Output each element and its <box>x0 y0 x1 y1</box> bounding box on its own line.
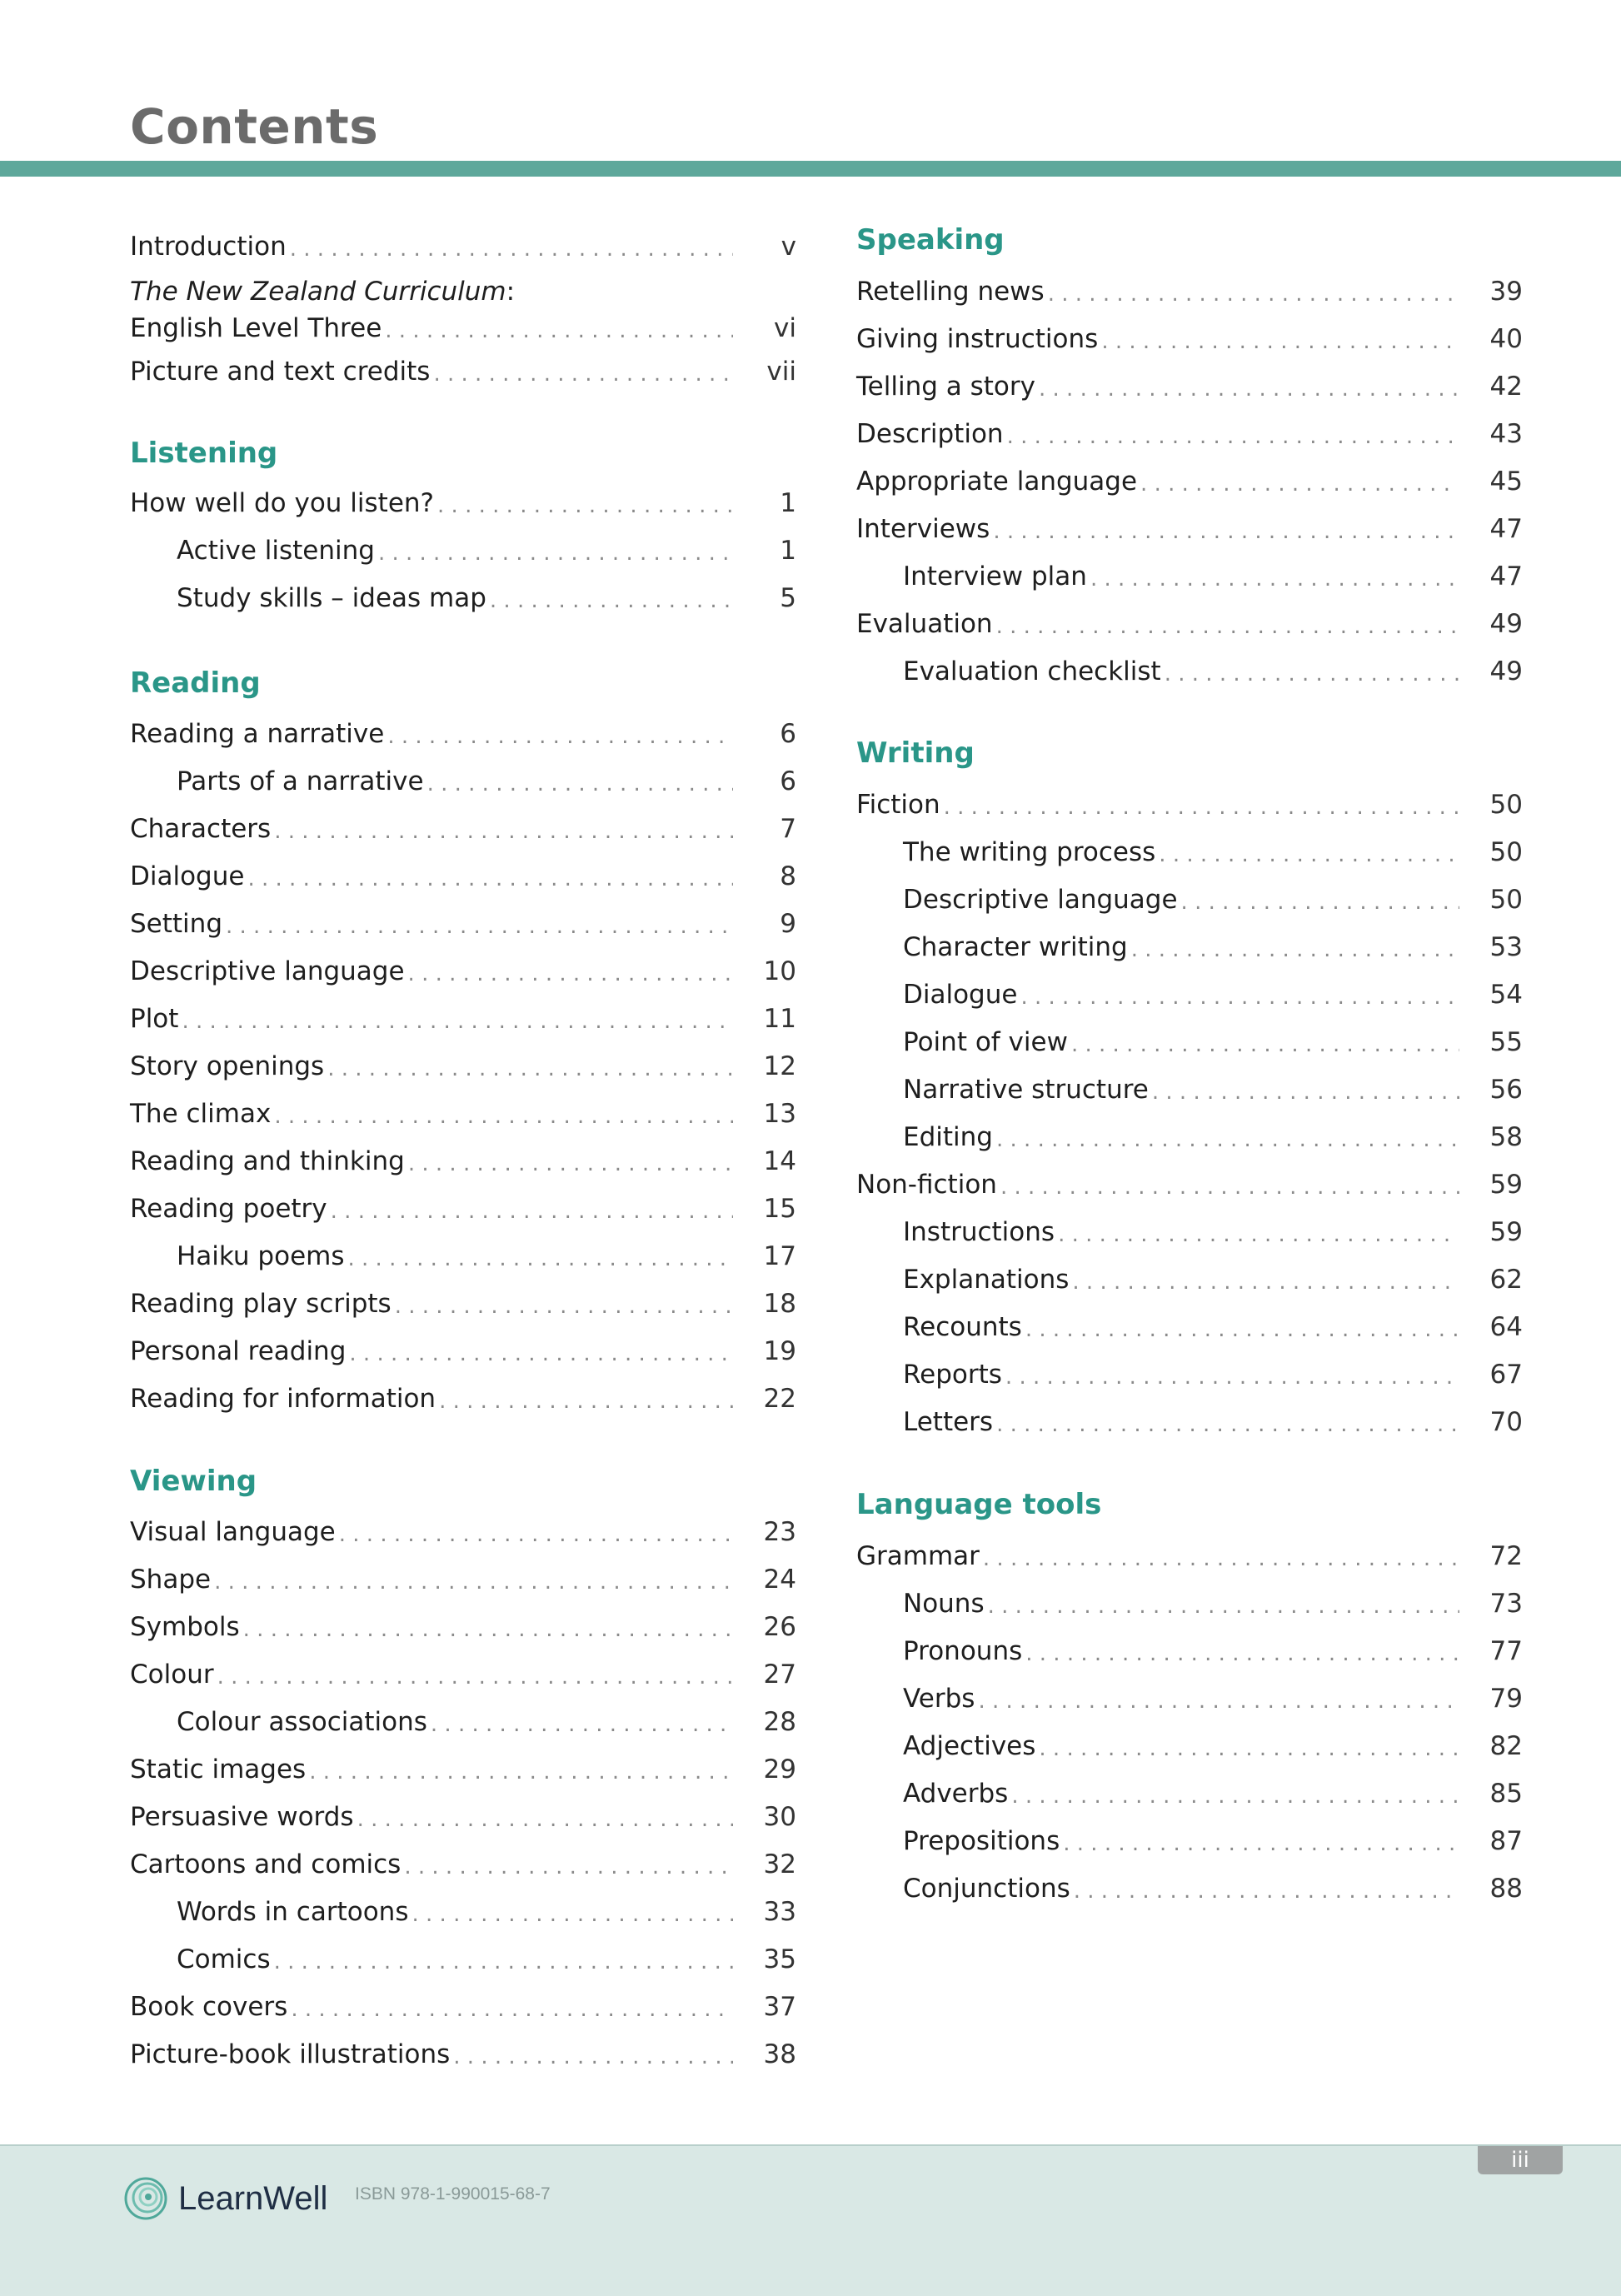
toc-entry-page: 8 <box>780 861 796 891</box>
toc-entry[interactable] <box>856 365 1523 402</box>
toc-entry-page: 10 <box>763 956 796 986</box>
toc-entry-label: Book covers <box>130 1992 288 2022</box>
dot-leader <box>1101 329 1459 354</box>
toc-entry[interactable] <box>903 1400 1523 1437</box>
dot-leader <box>339 1522 733 1547</box>
title-divider-bar <box>0 161 1621 177</box>
toc-entry-page: 18 <box>763 1289 796 1319</box>
toc-entry-label: Reading a narrative <box>130 719 385 749</box>
toc-entry[interactable] <box>130 1748 796 1784</box>
toc-entry-page: 27 <box>763 1660 796 1690</box>
toc-entry[interactable] <box>856 1535 1523 1571</box>
dot-leader <box>395 1294 733 1319</box>
toc-entry-label: Instructions <box>903 1217 1055 1247</box>
dot-leader <box>1159 842 1459 867</box>
page-title: Contents <box>130 98 379 155</box>
page-number-badge: iii <box>1478 2146 1563 2174</box>
toc-entry-label: Haiku poems <box>177 1241 345 1271</box>
toc-entry[interactable] <box>130 1605 796 1642</box>
dot-leader <box>291 1997 733 2022</box>
toc-entry-label: Conjunctions <box>903 1874 1070 1904</box>
dot-leader <box>357 1807 733 1832</box>
toc-entry-page: 53 <box>1489 932 1523 962</box>
toc-entry-label: Descriptive language <box>903 885 1178 915</box>
toc-entry-label: Recounts <box>903 1312 1022 1342</box>
toc-entry-page: 79 <box>1489 1684 1523 1714</box>
toc-entry-page: 85 <box>1489 1779 1523 1809</box>
toc-entry[interactable] <box>903 1021 1523 1057</box>
toc-entry[interactable] <box>177 760 796 796</box>
toc-entry[interactable] <box>903 1258 1523 1295</box>
toc-entry-label: Dialogue <box>903 980 1018 1010</box>
toc-entry-page: 43 <box>1489 419 1523 449</box>
toc-entry-label: Personal reading <box>130 1336 347 1366</box>
dot-leader <box>1063 1831 1459 1856</box>
toc-entry[interactable] <box>856 783 1523 820</box>
dot-leader <box>983 1546 1459 1571</box>
toc-entry[interactable] <box>903 1819 1523 1856</box>
toc-entry-page: 5 <box>780 583 796 613</box>
toc-entry-label: Dialogue <box>130 861 245 891</box>
dot-leader <box>331 1199 733 1224</box>
dot-leader <box>349 1341 733 1366</box>
toc-entry[interactable] <box>903 878 1523 915</box>
toc-entry[interactable] <box>130 712 796 749</box>
section-heading-listening: Listening <box>130 437 278 470</box>
dot-leader <box>1181 890 1459 915</box>
section-heading-language-tools: Language tools <box>856 1488 1102 1521</box>
toc-entry-page: 7 <box>780 814 796 844</box>
dot-leader <box>1020 985 1459 1010</box>
dot-leader <box>1039 377 1459 402</box>
toc-entry-label: Evaluation <box>856 609 993 639</box>
toc-entry-page: 77 <box>1489 1636 1523 1666</box>
toc-entry[interactable] <box>130 1330 796 1366</box>
dot-leader <box>411 1902 733 1927</box>
toc-entry[interactable] <box>130 1377 796 1414</box>
toc-entry-page: 47 <box>1489 562 1523 591</box>
toc-entry[interactable] <box>856 270 1523 307</box>
dot-leader <box>378 541 733 566</box>
toc-entry[interactable] <box>903 926 1523 962</box>
toc-entry[interactable] <box>903 1772 1523 1809</box>
dot-leader <box>226 914 733 939</box>
toc-entry-page: 82 <box>1489 1731 1523 1761</box>
dot-leader <box>387 724 733 749</box>
toc-entry-page: 22 <box>763 1384 796 1414</box>
toc-entry-label: Colour <box>130 1660 214 1690</box>
toc-entry-page: 24 <box>763 1565 796 1595</box>
toc-entry-label: Cartoons and comics <box>130 1849 402 1879</box>
toc-entry[interactable] <box>903 1724 1523 1761</box>
toc-entry-page: 39 <box>1489 277 1523 307</box>
toc-entry[interactable] <box>130 1282 796 1319</box>
toc-entry[interactable] <box>903 1630 1523 1666</box>
dot-leader <box>1058 1222 1459 1247</box>
toc-entry-label: Pronouns <box>903 1636 1023 1666</box>
toc-entry-label: Plot <box>130 1004 179 1034</box>
toc-entry-curriculum-line1 <box>130 277 515 307</box>
toc-entry-label: Colour associations <box>177 1707 427 1737</box>
dot-leader <box>243 1617 733 1642</box>
toc-entry-label: Giving instructions <box>856 324 1099 354</box>
toc-entry-page: 23 <box>763 1517 796 1547</box>
toc-entry[interactable] <box>903 1210 1523 1247</box>
dot-leader <box>988 1594 1459 1619</box>
toc-entry-page: 59 <box>1489 1217 1523 1247</box>
dot-leader <box>490 588 733 613</box>
toc-entry[interactable] <box>903 555 1523 591</box>
dot-leader <box>404 1854 733 1879</box>
toc-entry-label: Static images <box>130 1754 307 1784</box>
toc-entry[interactable] <box>856 317 1523 354</box>
dot-leader <box>437 493 733 518</box>
dot-leader <box>996 1412 1459 1437</box>
toc-entry-label: Persuasive words <box>130 1802 354 1832</box>
toc-entry[interactable] <box>130 950 796 986</box>
toc-entry-label: Point of view <box>903 1027 1068 1057</box>
toc-entry-page: 9 <box>780 909 796 939</box>
dot-leader <box>348 1246 734 1271</box>
toc-entry[interactable] <box>903 831 1523 867</box>
toc-entry-label: Narrative structure <box>903 1075 1149 1105</box>
toc-entry-page: 38 <box>763 2039 796 2069</box>
toc-entry-page: 19 <box>763 1336 796 1366</box>
toc-entry[interactable] <box>130 1558 796 1595</box>
toc-entry[interactable] <box>903 1305 1523 1342</box>
toc-entry-label: Words in cartoons <box>177 1897 409 1927</box>
toc-entry[interactable] <box>903 650 1523 686</box>
toc-entry-label: The writing process <box>903 837 1156 867</box>
dot-leader <box>309 1759 733 1784</box>
dot-leader <box>439 1389 733 1414</box>
toc-entry-page: 64 <box>1489 1312 1523 1342</box>
toc-entry[interactable] <box>130 1510 796 1547</box>
toc-entry-label: The climax <box>130 1099 272 1129</box>
toc-entry-label: Setting <box>130 909 222 939</box>
toc-entry-label: English Level Three <box>130 313 382 343</box>
toc-entry[interactable] <box>130 855 796 891</box>
toc-entry-page: 47 <box>1489 514 1523 544</box>
toc-entry-label: Visual language <box>130 1517 336 1547</box>
toc-entry-label: Telling a story <box>856 372 1035 402</box>
toc-entry-introduction[interactable] <box>130 225 796 262</box>
toc-entry-label: Explanations <box>903 1265 1070 1295</box>
toc-entry-page: 35 <box>763 1944 796 1974</box>
dot-leader <box>247 866 733 891</box>
toc-entry-label: Shape <box>130 1565 212 1595</box>
toc-entry-page: 49 <box>1489 656 1523 686</box>
toc-entry-label: Symbols <box>130 1612 240 1642</box>
dot-leader <box>1025 1641 1459 1666</box>
section-heading-viewing: Viewing <box>130 1465 257 1498</box>
toc-entry-page: 1 <box>780 536 796 566</box>
toc-entry-label: Nouns <box>903 1589 985 1619</box>
toc-entry-page: 6 <box>780 719 796 749</box>
toc-entry-page: 55 <box>1489 1027 1523 1057</box>
toc-entry-page: 73 <box>1489 1589 1523 1619</box>
toc-entry-label: Description <box>856 419 1004 449</box>
toc-entry-page: 32 <box>763 1849 796 1879</box>
toc-entry-page: 58 <box>1489 1122 1523 1152</box>
toc-entry-page: 30 <box>763 1802 796 1832</box>
toc-entry-page: 6 <box>780 766 796 796</box>
toc-entry-page: 1 <box>780 488 796 518</box>
dot-leader <box>996 614 1459 639</box>
toc-entry[interactable] <box>130 2033 796 2069</box>
toc-entry[interactable] <box>130 482 796 518</box>
dot-leader <box>1011 1784 1459 1809</box>
toc-entry-page: 49 <box>1489 609 1523 639</box>
toc-entry-page: 67 <box>1489 1360 1523 1390</box>
toc-entry-label: Evaluation checklist <box>903 656 1161 686</box>
dot-leader <box>182 1009 733 1034</box>
toc-entry-page: 12 <box>763 1051 796 1081</box>
toc-entry-label: Picture and text credits <box>130 357 431 387</box>
toc-entry-label: Reading play scripts <box>130 1289 392 1319</box>
toc-entry-page: 17 <box>763 1241 796 1271</box>
toc-entry-label: Parts of a narrative <box>177 766 424 796</box>
toc-entry-label: Retelling news <box>856 277 1045 307</box>
toc-entry[interactable] <box>177 529 796 566</box>
toc-entry-page: 56 <box>1489 1075 1523 1105</box>
toc-entry-label: Editing <box>903 1122 993 1152</box>
toc-entry-label: Verbs <box>903 1684 975 1714</box>
toc-entry[interactable] <box>177 1700 796 1737</box>
toc-entry[interactable] <box>856 602 1523 639</box>
toc-entry-label: Non-fiction <box>856 1170 997 1200</box>
dot-leader <box>274 1949 733 1974</box>
dot-leader <box>427 771 733 796</box>
toc-entry-label: Reading poetry <box>130 1194 327 1224</box>
toc-entry[interactable] <box>903 1068 1523 1105</box>
toc-entry-page: 37 <box>763 1992 796 2022</box>
isbn-text: ISBN 978-1-990015-68-7 <box>355 2184 551 2204</box>
toc-entry-page: 40 <box>1489 324 1523 354</box>
toc-entry-label: Appropriate language <box>856 467 1138 497</box>
toc-entry-label: Reading for information <box>130 1384 436 1414</box>
toc-entry-label: Characters <box>130 814 272 844</box>
toc-entry[interactable] <box>903 1116 1523 1152</box>
toc-entry-label: Comics <box>177 1944 271 1974</box>
dot-leader <box>385 318 733 343</box>
dot-leader <box>1025 1317 1459 1342</box>
dot-leader <box>274 1104 733 1129</box>
toc-entry-page: 13 <box>763 1099 796 1129</box>
toc-entry-credits[interactable] <box>130 350 796 387</box>
spiral-logo-icon <box>123 2176 168 2221</box>
dot-leader <box>944 795 1459 820</box>
dot-leader <box>978 1689 1459 1714</box>
dot-leader <box>1131 937 1459 962</box>
toc-entry[interactable] <box>130 1187 796 1224</box>
logo-text: LearnWell <box>178 2179 328 2217</box>
toc-entry-page: 62 <box>1489 1265 1523 1295</box>
toc-entry[interactable] <box>130 1843 796 1879</box>
toc-entry[interactable] <box>130 1045 796 1081</box>
toc-entry[interactable] <box>856 412 1523 449</box>
toc-entry[interactable] <box>903 1677 1523 1714</box>
toc-entry-label: Interview plan <box>903 562 1087 591</box>
toc-entry-page: 26 <box>763 1612 796 1642</box>
toc-entry[interactable] <box>130 1795 796 1832</box>
dot-leader <box>453 2044 733 2069</box>
dot-leader <box>1000 1175 1459 1200</box>
toc-entry-page: 28 <box>763 1707 796 1737</box>
toc-entry-page: 50 <box>1489 790 1523 820</box>
dot-leader <box>290 237 733 262</box>
toc-entry[interactable] <box>130 997 796 1034</box>
toc-entry-label: Reading and thinking <box>130 1146 405 1176</box>
toc-entry-page: 87 <box>1489 1826 1523 1856</box>
dot-leader <box>996 1127 1459 1152</box>
toc-entry-page: 15 <box>763 1194 796 1224</box>
toc-entry[interactable] <box>177 1235 796 1271</box>
toc-entry-page: 88 <box>1489 1874 1523 1904</box>
dot-leader <box>1074 1879 1459 1904</box>
toc-entry[interactable] <box>177 576 796 613</box>
toc-entry-label: Letters <box>903 1407 994 1437</box>
toc-entry[interactable] <box>903 1353 1523 1390</box>
toc-entry-label: Fiction <box>856 790 940 820</box>
learnwell-logo <box>123 2176 327 2221</box>
dot-leader <box>1165 661 1459 686</box>
dot-leader <box>217 1665 733 1690</box>
toc-entry[interactable] <box>177 1938 796 1974</box>
toc-entry-label: Grammar <box>856 1541 980 1571</box>
toc-entry-label: Adverbs <box>903 1779 1009 1809</box>
toc-entry-curriculum[interactable] <box>130 307 796 343</box>
toc-entry-page: 50 <box>1489 885 1523 915</box>
curriculum-title: The New Zealand Curriculum <box>130 277 506 307</box>
dot-leader <box>1005 1365 1459 1390</box>
toc-entry-page: 72 <box>1489 1541 1523 1571</box>
toc-entry-page: 50 <box>1489 837 1523 867</box>
toc-entry-page: 14 <box>763 1146 796 1176</box>
toc-entry-page: 33 <box>763 1897 796 1927</box>
toc-entry[interactable] <box>903 973 1523 1010</box>
toc-entry-page: 70 <box>1489 1407 1523 1437</box>
toc-entry-label: How well do you listen? <box>130 488 435 518</box>
toc-entry-page: 29 <box>763 1754 796 1784</box>
dot-leader <box>327 1056 733 1081</box>
toc-entry-label: Introduction <box>130 232 287 262</box>
toc-entry[interactable] <box>903 1867 1523 1904</box>
toc-entry[interactable] <box>856 507 1523 544</box>
toc-entry-label: Character writing <box>903 932 1128 962</box>
toc-entry[interactable] <box>130 1140 796 1176</box>
dot-leader <box>433 362 733 387</box>
dot-leader <box>1152 1080 1459 1105</box>
toc-entry-label: Descriptive language <box>130 956 405 986</box>
toc-entry[interactable] <box>856 1163 1523 1200</box>
dot-leader <box>1140 472 1459 497</box>
curriculum-colon: : <box>506 277 516 307</box>
toc-entry[interactable] <box>130 1092 796 1129</box>
toc-entry-page: 59 <box>1489 1170 1523 1200</box>
section-heading-reading: Reading <box>130 666 261 700</box>
dot-leader <box>1048 282 1459 307</box>
dot-leader <box>1071 1032 1459 1057</box>
toc-entry[interactable] <box>130 807 796 844</box>
dot-leader <box>1090 567 1459 591</box>
toc-entry-label: Adjectives <box>903 1731 1036 1761</box>
toc-entry-label: Study skills – ideas map <box>177 583 486 613</box>
toc-entry-page: 54 <box>1489 980 1523 1010</box>
dot-leader <box>431 1712 733 1737</box>
dot-leader <box>993 519 1459 544</box>
dot-leader <box>1007 424 1459 449</box>
toc-entry[interactable] <box>856 460 1523 497</box>
toc-entry-label: Interviews <box>856 514 990 544</box>
toc-entry[interactable] <box>177 1890 796 1927</box>
dot-leader <box>408 961 733 986</box>
toc-entry-page: vi <box>774 313 796 343</box>
dot-leader <box>214 1570 733 1595</box>
toc-entry-page: vii <box>766 357 796 387</box>
dot-leader <box>1072 1270 1459 1295</box>
toc-entry[interactable] <box>130 902 796 939</box>
toc-entry-page: 45 <box>1489 467 1523 497</box>
toc-entry-label: Active listening <box>177 536 375 566</box>
toc-entry-label: Reports <box>903 1360 1002 1390</box>
toc-entry-label: Picture-book illustrations <box>130 2039 451 2069</box>
section-heading-writing: Writing <box>856 736 975 770</box>
toc-entry[interactable] <box>130 1985 796 2022</box>
toc-entry-label: Prepositions <box>903 1826 1060 1856</box>
section-heading-speaking: Speaking <box>856 223 1005 257</box>
toc-entry-page: 11 <box>763 1004 796 1034</box>
toc-entry-page: v <box>781 232 796 262</box>
toc-entry[interactable] <box>130 1653 796 1690</box>
dot-leader <box>1039 1736 1459 1761</box>
toc-entry-page: 42 <box>1489 372 1523 402</box>
toc-entry[interactable] <box>903 1582 1523 1619</box>
dot-leader <box>274 819 733 844</box>
dot-leader <box>408 1151 733 1176</box>
toc-entry-label: Story openings <box>130 1051 325 1081</box>
